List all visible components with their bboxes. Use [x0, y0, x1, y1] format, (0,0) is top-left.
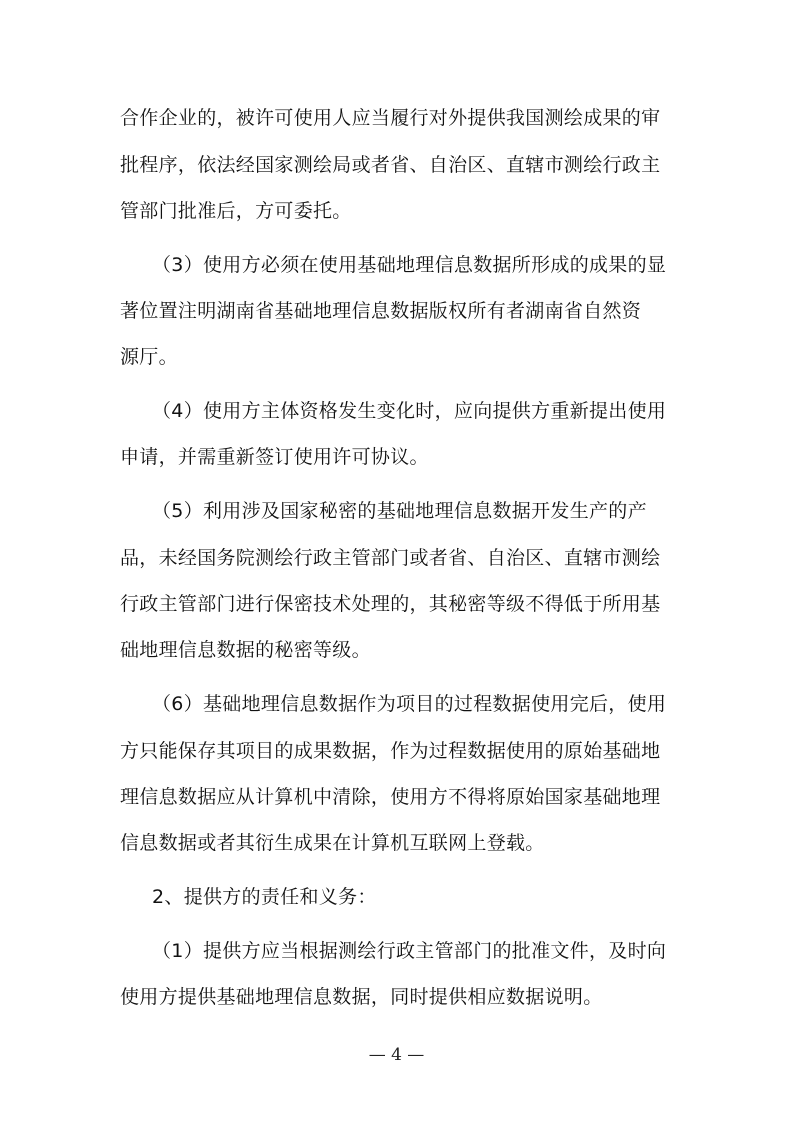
paragraph-line: （4）使用方主体资格发生变化时，应向提供方重新提出使用	[152, 400, 667, 422]
paragraph-line: 方只能保存其项目的成果数据，作为过程数据使用的原始基础地	[120, 740, 661, 762]
paragraph-line: 申请，并需重新签订使用许可协议。	[120, 446, 429, 468]
paragraph-line: （1）提供方应当根据测绘行政主管部门的批准文件，及时向	[152, 940, 667, 962]
paragraph-line: 行政主管部门进行保密技术处理的，其秘密等级不得低于所用基	[120, 593, 661, 615]
paragraph-line: （6）基础地理信息数据作为项目的过程数据使用完后，使用	[152, 693, 667, 715]
section-heading: 2、提供方的责任和义务：	[152, 886, 377, 908]
paragraph-line: 著位置注明湖南省基础地理信息数据版权所有者湖南省自然资	[120, 300, 642, 322]
page-number: — 4 —	[368, 1045, 425, 1065]
paragraph-line: 源厅。	[120, 346, 178, 368]
paragraph-line: 批程序，依法经国家测绘局或者省、自治区、直辖市测绘行政主	[120, 154, 661, 176]
paragraph-line: 使用方提供基础地理信息数据，同时提供相应数据说明。	[120, 986, 603, 1008]
paragraph-line: 信息数据或者其衍生成果在计算机互联网上登载。	[120, 832, 545, 854]
paragraph-line: 管部门批准后，方可委托。	[120, 200, 352, 222]
paragraph-line: （3）使用方必须在使用基础地理信息数据所形成的成果的显	[152, 254, 667, 276]
paragraph-line: 理信息数据应从计算机中清除，使用方不得将原始国家基础地理	[120, 786, 661, 808]
paragraph-line: 合作企业的，被许可使用人应当履行对外提供我国测绘成果的审	[120, 107, 661, 129]
paragraph-line: 础地理信息数据的秘密等级。	[120, 639, 371, 661]
paragraph-line: 品，未经国务院测绘行政主管部门或者省、自治区、直辖市测绘	[120, 547, 661, 569]
paragraph-line: （5）利用涉及国家秘密的基础地理信息数据开发生产的产	[152, 500, 647, 522]
